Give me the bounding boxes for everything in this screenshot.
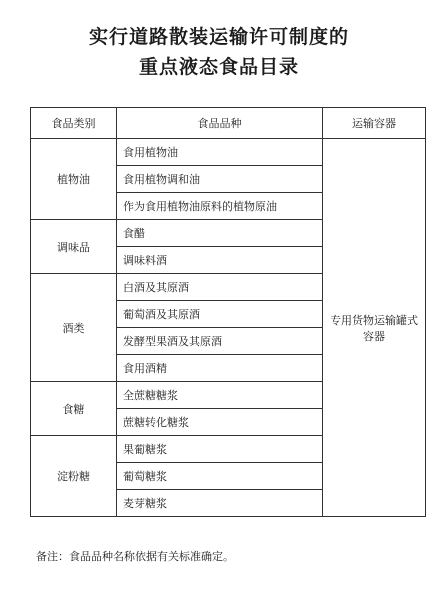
variety-cell: 葡萄糖浆 <box>117 463 323 490</box>
variety-cell: 食用酒精 <box>117 355 323 382</box>
variety-cell: 果葡糖浆 <box>117 436 323 463</box>
variety-cell: 食醋 <box>117 220 323 247</box>
variety-cell: 麦芽糖浆 <box>117 490 323 517</box>
page-title-line-2: 重点液态食品目录 <box>138 56 299 78</box>
variety-cell: 作为食用植物油原料的植物原油 <box>117 193 323 220</box>
category-cell: 淀粉糖 <box>31 436 117 517</box>
variety-cell: 全蔗糖糖浆 <box>117 382 323 409</box>
category-cell: 食糖 <box>31 382 117 436</box>
variety-cell: 食用植物调和油 <box>117 166 323 193</box>
table-body <box>31 139 426 517</box>
variety-cell: 白酒及其原酒 <box>117 274 323 301</box>
variety-cell: 蔗糖转化糖浆 <box>117 409 323 436</box>
header-variety: 食品品种 <box>117 108 323 139</box>
category-cell: 酒类 <box>31 274 117 382</box>
table-header-row <box>31 108 426 139</box>
header-category: 食品类别 <box>31 108 117 139</box>
header-container: 运输容器 <box>323 108 426 139</box>
footnote: 备注：食品品种名称依据有关标准确定。 <box>36 550 234 563</box>
category-cell: 调味品 <box>31 220 117 274</box>
variety-cell: 葡萄酒及其原酒 <box>117 301 323 328</box>
variety-cell: 调味料酒 <box>117 247 323 274</box>
variety-cell: 发酵型果酒及其原酒 <box>117 328 323 355</box>
table-row <box>31 139 426 166</box>
container-cell: 专用货物运输罐式容器 <box>323 139 426 517</box>
food-catalog-table <box>30 107 426 517</box>
page-title-line-1: 实行道路散装运输许可制度的 <box>88 26 349 48</box>
category-cell: 植物油 <box>31 139 117 220</box>
variety-cell: 食用植物油 <box>117 139 323 166</box>
